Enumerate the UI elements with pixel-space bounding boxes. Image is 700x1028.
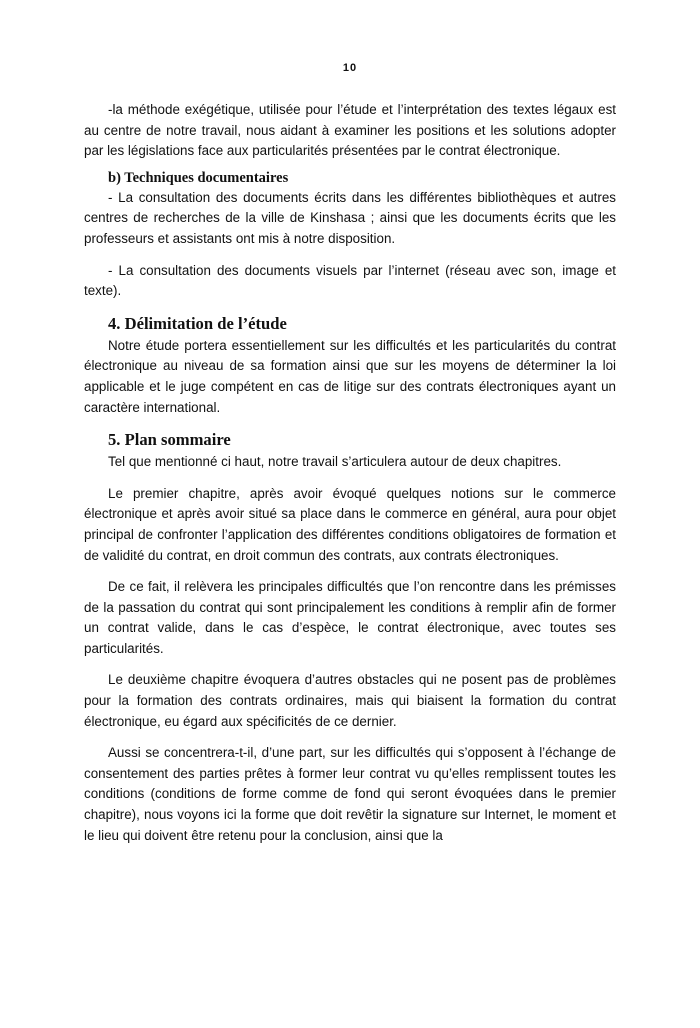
- paragraph-consultation-documents-visuels: - La consultation des documents visuels par l’internet (réseau avec son, image et texte).: [84, 262, 616, 299]
- paragraph-deuxieme-chapitre: Le deuxième chapitre évoquera d’autres obstacles qui ne posent pas de problèmes pour la formation des contrats ordinaires, mais qui biaisent la formation du contrat électronique, eu égard aux spécificités de ce dernier.: [84, 672, 616, 729]
- heading-delimitation: 4. Délimitation de l’étude: [108, 313, 287, 333]
- page-number: 10: [342, 62, 358, 74]
- heading-plan-sommaire: 5. Plan sommaire: [108, 430, 231, 450]
- paragraph-methode-exegetique: -la méthode exégétique, utilisée pour l’étude et l’interprétation des textes légaux est au centre de notre travail, nous aidant à examiner les positions et les solutions adopter par les législations face aux particularités présentées par le contrat électronique.: [84, 102, 616, 159]
- paragraph-premier-chapitre: Le premier chapitre, après avoir évoqué quelques notions sur le commerce électronique et après avoir situé sa place dans le commerce en général, aura pour objet principal de confronter l’application des différentes conditions obligatoires de formation et de validité du contrat, en droit commun des contrats, aux contrats électroniques.: [84, 485, 616, 563]
- paragraph-delimitation: Notre étude portera essentiellement sur les difficultés et les particularités du contrat électronique au niveau de sa formation ainsi que sur les moyens de déterminer la loi applicable et le juge compétent en cas de litige sur des contrats électroniques ayant un caractère international.: [84, 337, 616, 415]
- body-text: [84, 100, 616, 846]
- paragraph-consultation-documents-ecrits: - La consultation des documents écrits dans les différentes bibliothèques et autres centres de recherches de la ville de Kinshasa ; ainsi que les documents écrits que les professeurs et assistants ont mis à notre disposition.: [84, 189, 616, 246]
- heading-techniques-documentaires: b) Techniques documentaires: [108, 169, 289, 186]
- paragraph-consentement: Aussi se concentrera-t-il, d’une part, sur les difficultés qui s’opposent à l’échange de consentement des parties prêtes à former leur contrat vu qu’elles remplissent toutes les conditions (conditions de forme comme de fond qui seront évoquées dans le premier chapitre), nous voyons ici la forme que doit revêtir la signature sur Internet, le moment et le lieu qui doivent être retenu pour la conclusion, ainsi que la: [84, 745, 616, 843]
- paragraph-difficultes: De ce fait, il relèvera les principales difficultés que l’on rencontre dans les prémisses de la passation du contrat qui sont principalement les conditions à remplir afin de former un contrat valide, dans le cas d’espèce, le contrat électronique, avec toutes ses particularités.: [84, 579, 616, 656]
- paragraph-plan-intro: Tel que mentionné ci haut, notre travail s’articulera autour de deux chapitres.: [108, 454, 562, 470]
